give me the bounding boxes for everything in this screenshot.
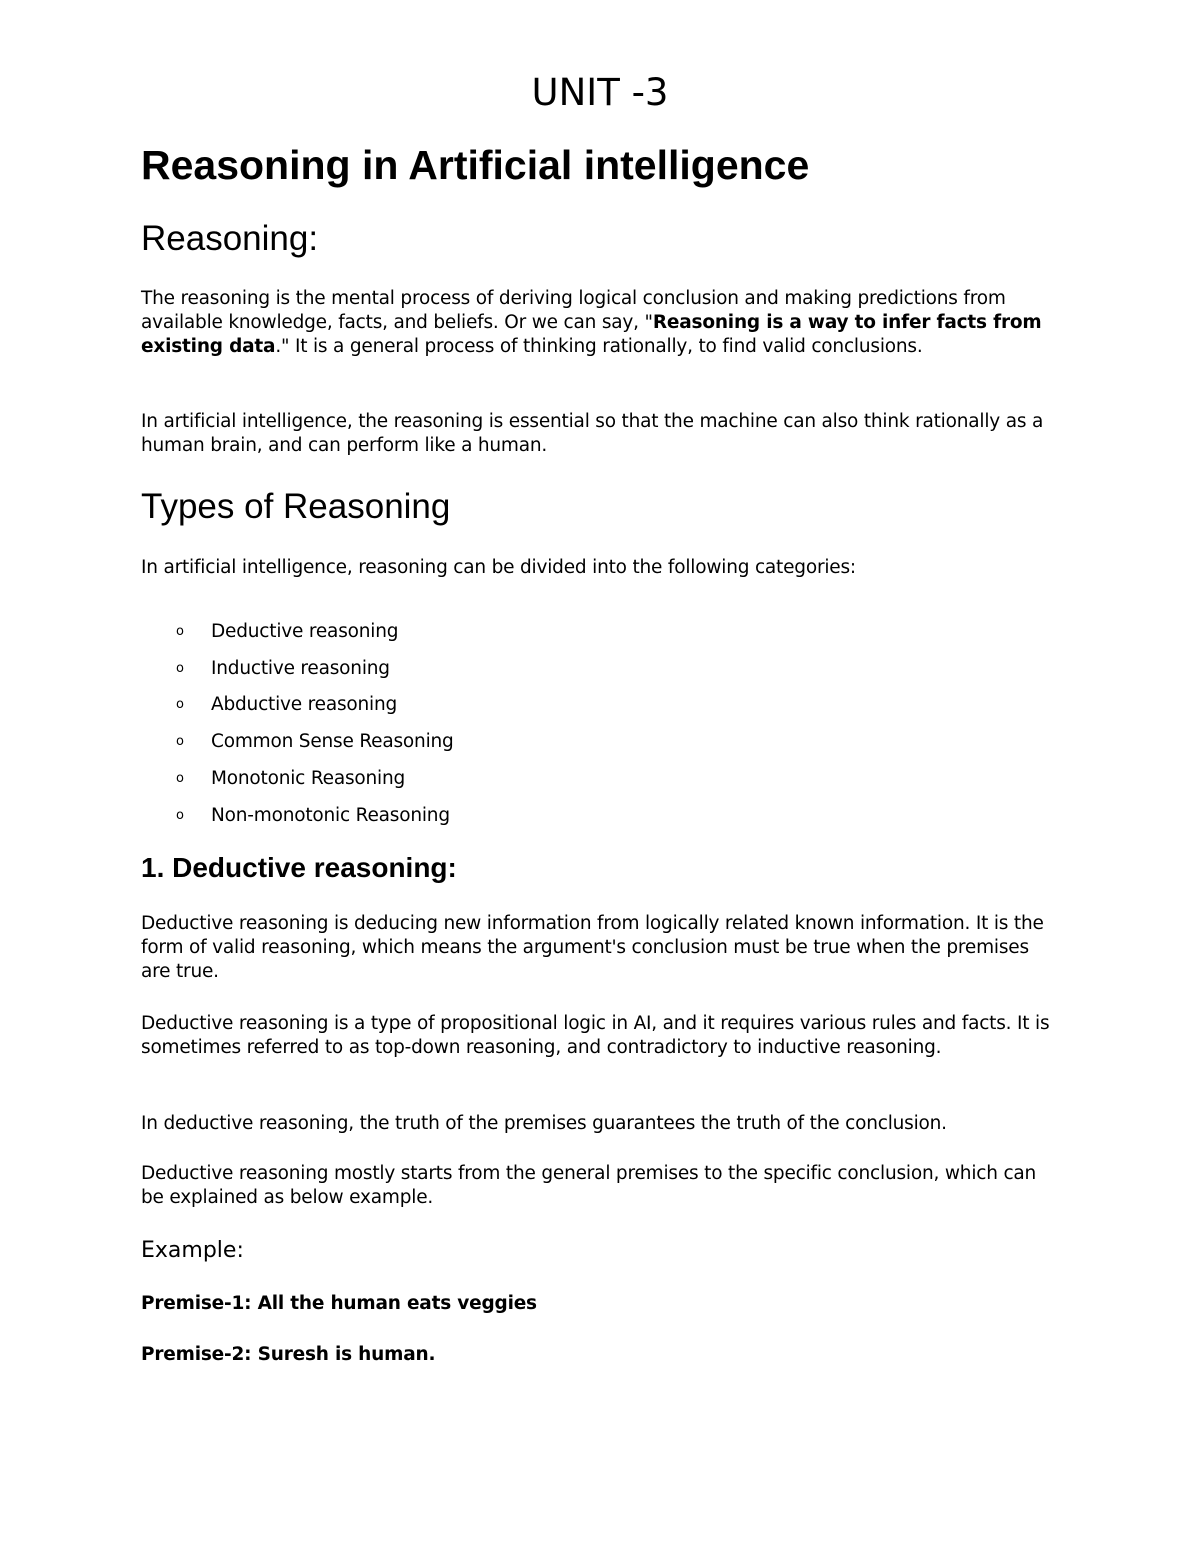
- deductive-paragraph-3: In deductive reasoning, the truth of the premises guarantees the truth of the conclusion.: [141, 1113, 947, 1134]
- deductive-reasoning-heading: 1. Deductive reasoning:: [141, 852, 457, 883]
- list-item-label: Deductive reasoning: [211, 620, 399, 642]
- bullet-icon: o: [176, 807, 184, 823]
- reasoning-definition-text-start: The reasoning is the mental process of deriving logical conclusion and making predictions from available knowledge, facts, and beliefs. Or we can say, ": [141, 288, 1006, 333]
- reasoning-heading: Reasoning:: [141, 219, 319, 258]
- premise-1: Premise-1: All the human eats veggies: [141, 1293, 537, 1314]
- types-of-reasoning-heading: Types of Reasoning: [141, 487, 451, 526]
- bullet-icon: o: [176, 697, 184, 713]
- deductive-paragraph-4: Deductive reasoning mostly starts from the general premises to the specific conclusion, which can be explained as below example.: [141, 1163, 1037, 1208]
- deductive-paragraph-1: Deductive reasoning is deducing new information from logically related known information. It is the form of valid reasoning, which means the argument's conclusion must be true when the premises are true.: [141, 913, 1044, 982]
- list-item-label: Common Sense Reasoning: [211, 731, 454, 753]
- deductive-paragraph-2: Deductive reasoning is a type of propositional logic in AI, and it requires various rules and facts. It is sometimes referred to as top-down reasoning, and contradictory to inductive reasoning.: [141, 1013, 1050, 1058]
- reasoning-definition-paragraph: [141, 287, 1061, 359]
- unit-title: UNIT -3: [531, 71, 669, 114]
- reasoning-types-list: [141, 613, 454, 834]
- bullet-icon: o: [176, 623, 184, 639]
- list-item: [141, 760, 454, 797]
- reasoning-ai-paragraph: In artificial intelligence, the reasoning is essential so that the machine can also think rationally as a human brain, and can perform like a human.: [141, 411, 1044, 456]
- types-intro-paragraph: In artificial intelligence, reasoning can be divided into the following categories:: [141, 557, 856, 578]
- bullet-icon: o: [176, 771, 184, 787]
- bullet-icon: o: [176, 734, 184, 750]
- list-item-label: Inductive reasoning: [211, 657, 390, 679]
- list-item: [141, 723, 454, 760]
- list-item: [141, 687, 454, 724]
- list-item: [141, 613, 454, 650]
- example-label: Example:: [141, 1238, 244, 1263]
- premise-2: Premise-2: Suresh is human.: [141, 1344, 436, 1365]
- bullet-icon: o: [176, 660, 184, 676]
- reasoning-definition-text-end: ." It is a general process of thinking rationally, to find valid conclusions.: [275, 336, 923, 357]
- list-item-label: Non-monotonic Reasoning: [211, 804, 450, 826]
- list-item: [141, 650, 454, 687]
- reasoning-definition-bold: Reasoning is a way to infer facts from existing data: [141, 312, 1042, 357]
- list-item-label: Monotonic Reasoning: [211, 768, 406, 790]
- list-item-label: Abductive reasoning: [211, 694, 398, 716]
- main-heading: Reasoning in Artificial intelligence: [141, 142, 810, 188]
- list-item: [141, 797, 454, 834]
